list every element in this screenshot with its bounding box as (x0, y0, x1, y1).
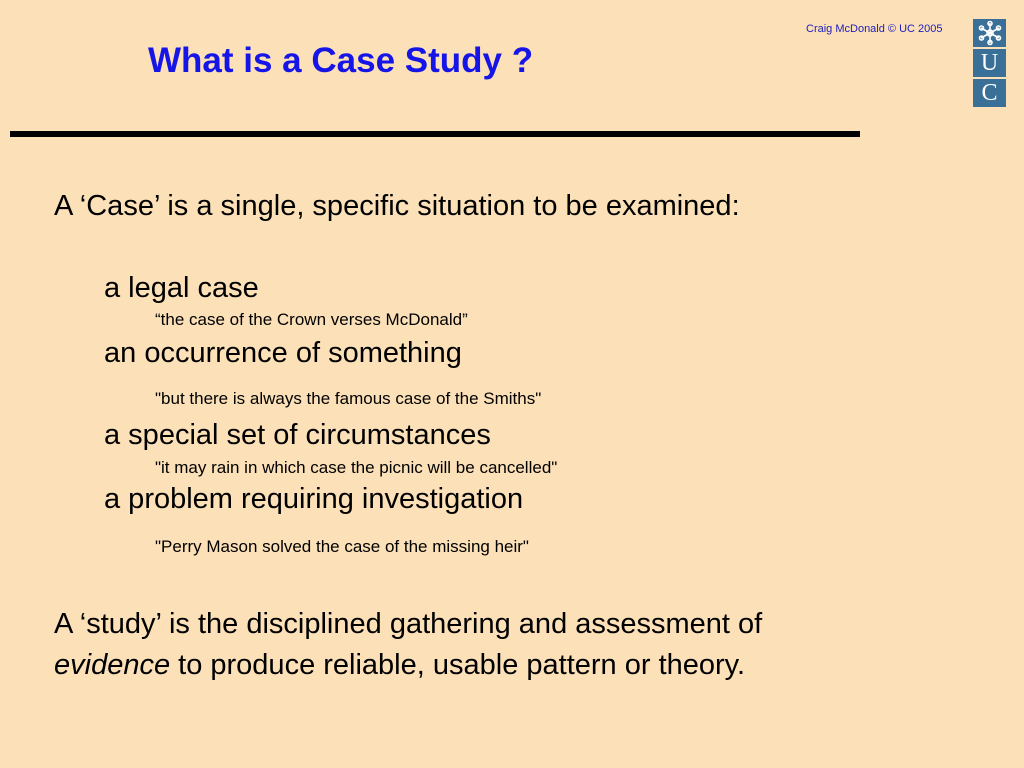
title-divider (10, 131, 860, 137)
case-item-example: “the case of the Crown verses McDonald” (155, 310, 468, 329)
case-item-label: a legal case (104, 272, 259, 304)
evidence-emphasis: evidence (54, 649, 171, 681)
case-item-example: "Perry Mason solved the case of the missing heir" (155, 537, 529, 556)
case-item-example: "but there is always the famous case of the Smiths" (155, 389, 542, 408)
study-definition-part1: A ‘study’ is the disciplined gathering and assessment of (54, 608, 763, 640)
logo-letter-c: C (973, 79, 1006, 107)
case-item-label: a problem requiring investigation (104, 483, 524, 515)
uc-logo (973, 19, 1006, 108)
case-item-example: "it may rain in which case the picnic will be cancelled" (155, 458, 558, 477)
study-definition (54, 604, 954, 686)
slide-title: What is a Case Study ? (148, 41, 534, 80)
case-item-label: a special set of circumstances (104, 419, 491, 451)
logo-letter-u: U (973, 49, 1006, 77)
snowflake-icon (973, 19, 1006, 47)
study-definition-part2: to produce reliable, usable pattern or theory. (170, 649, 746, 681)
copyright-text: Craig McDonald © UC 2005 (806, 23, 943, 35)
case-item-label: an occurrence of something (104, 337, 462, 369)
intro-text: A ‘Case’ is a single, specific situation to be examined: (54, 190, 740, 222)
